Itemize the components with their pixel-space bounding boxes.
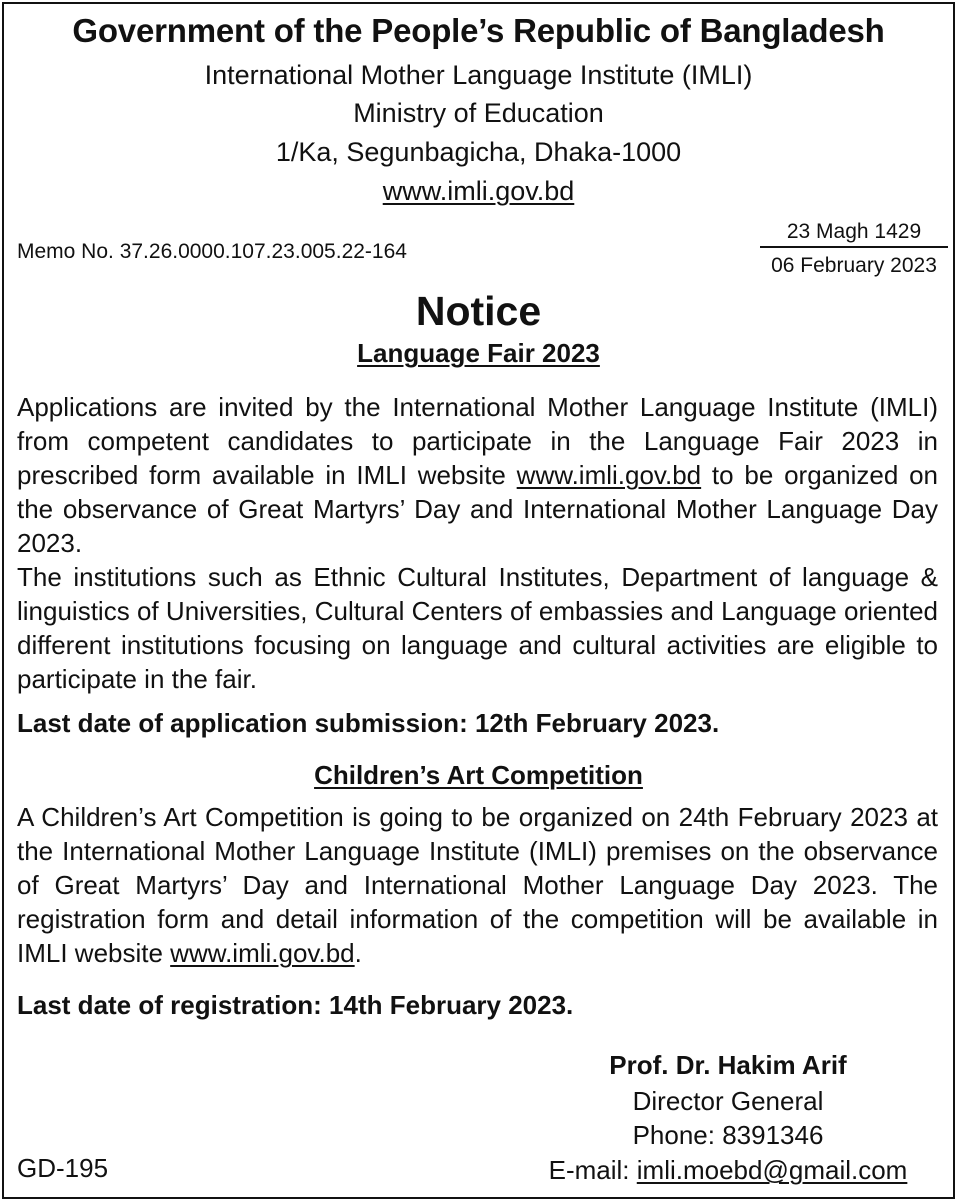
gd-code: GD-195 (17, 1153, 109, 1183)
signatory-name: Prof. Dr. Hakim Arif (609, 1050, 847, 1080)
date-bangla: 23 Magh 1429 (760, 220, 948, 248)
language-fair-body (17, 390, 938, 696)
fair-para1-text-end: to be organized on the observance of Great Martyrs’ Day and International Mother Language Day 2023. (17, 460, 938, 558)
language-fair-paragraph-1 (17, 390, 938, 560)
address: 1/Ka, Segunbagicha, Dhaka-1000 (275, 137, 682, 167)
signatory-email (540, 1153, 916, 1187)
header-website (0, 176, 957, 206)
signatory-designation: Director General (632, 1086, 824, 1116)
signatory-phone: Phone: 8391346 (632, 1120, 824, 1150)
notice-title: Notice (415, 288, 542, 334)
art-competition-paragraph (17, 800, 938, 970)
fair-para1-text: Applications are invited by the International Mother Language Institute (IMLI) from competent candidates to participate in the Language Fair 2023 in prescribed form available in IMLI website (17, 392, 938, 490)
art-competition-body (17, 800, 938, 970)
fair-website-link[interactable]: www.imli.gov.bd (516, 460, 702, 490)
date-english: 06 February 2023 (771, 254, 937, 277)
government-title: Government of the People’s Republic of Bangladesh (72, 12, 885, 49)
memo-number: Memo No. 37.26.0000.107.23.005.22-164 (17, 240, 407, 263)
header-website-link[interactable]: www.imli.gov.bd (382, 176, 575, 206)
email-link[interactable]: imli.moebd@gmail.com (636, 1155, 908, 1185)
registration-deadline: Last date of registration: 14th February 2023. (17, 990, 574, 1020)
art-para-text: A Children’s Art Competition is going to be organized on 24th February 2023 at the International Mother Language Institute (IMLI) premises on the observance of Great Martyrs’ Day and International Mother Language Day 2023. The registration form and detail information of the competition will be available in IMLI website (17, 802, 938, 968)
ministry-name: Ministry of Education (353, 98, 604, 128)
art-competition-heading (0, 760, 957, 791)
fair-deadline: Last date of application submission: 12th February 2023. (17, 708, 720, 738)
art-competition-heading-text: Children’s Art Competition (314, 760, 643, 790)
language-fair-heading (0, 338, 957, 369)
language-fair-paragraph-2: The institutions such as Ethnic Cultural Institutes, Department of language & linguistics of Universities, Cultural Centers of embassies and Language oriented different institutions focusing on language and cultural activities are eligible to participate in the fair. (17, 562, 938, 694)
art-para-text-end: . (354, 938, 362, 968)
institute-name: International Mother Language Institute (IMLI) (204, 60, 753, 90)
email-label: E-mail: (548, 1155, 637, 1185)
language-fair-heading-text: Language Fair 2023 (357, 338, 600, 368)
art-website-link[interactable]: www.imli.gov.bd (170, 938, 355, 968)
